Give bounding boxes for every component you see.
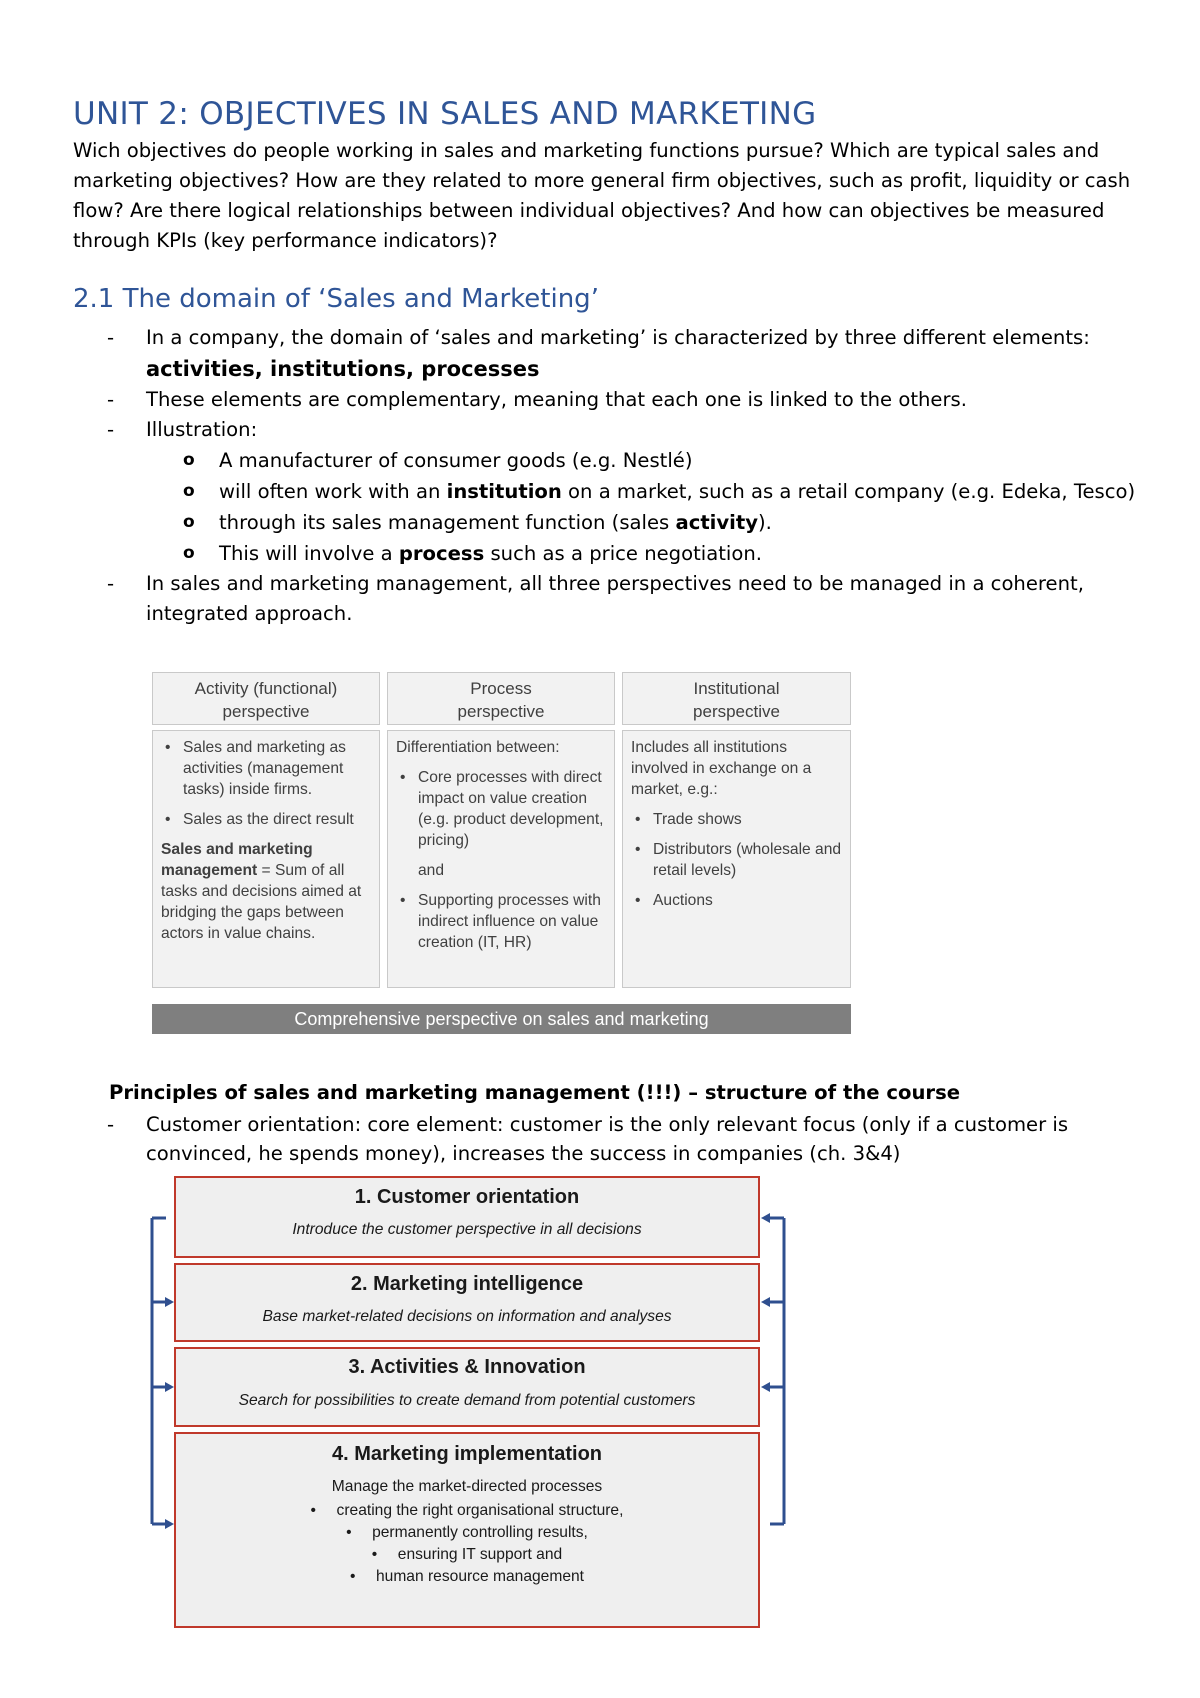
principle-title: 3. Activities & Innovation bbox=[348, 1356, 586, 1378]
elements-strong-text: activities, institutions, processes bbox=[146, 357, 540, 381]
list-item: • Core processes with direct impact on value creation (e.g. product development, pricing) bbox=[396, 767, 608, 851]
arrow-left-icon bbox=[761, 1382, 770, 1392]
sub-bullet: o bbox=[183, 543, 195, 563]
header-line: perspective bbox=[693, 702, 780, 721]
sub-bullet-text: through its sales management function (sales bbox=[219, 511, 676, 534]
arrow-right-icon bbox=[165, 1297, 174, 1307]
principle-description: Introduce the customer perspective in all decisions bbox=[292, 1221, 642, 1238]
bullet-dot: • bbox=[371, 1546, 378, 1563]
process-and: and bbox=[418, 862, 445, 879]
list-item bbox=[176, 1568, 758, 1586]
left-connector bbox=[152, 1218, 174, 1529]
principle-description: Manage the market-directed processes bbox=[331, 1478, 603, 1495]
list-item bbox=[73, 569, 1153, 629]
header-line: perspective bbox=[457, 702, 545, 721]
list-item: • Trade shows bbox=[631, 809, 844, 830]
right-connector bbox=[761, 1213, 784, 1524]
sub-bullet-text: on a market, such as a retail company (e.g. Edeka, Tesco) bbox=[561, 480, 1136, 503]
bullet-text: In a company, the domain of ‘sales and marketing’ is characterized by three different elements: bbox=[146, 326, 1090, 349]
institutional-intro: Includes all institutions involved in exchange on a market, e.g.: bbox=[631, 739, 812, 798]
bullet-text: In sales and marketing management, all three perspectives need to be managed in a coherent, integrated approach. bbox=[146, 572, 1084, 625]
section-heading-2-1: 2.1 The domain of ‘Sales and Marketing’ bbox=[73, 284, 599, 314]
bullet-text: Customer orientation: core element: customer is the only relevant focus (only if a customer is convinced, he spends money), increases the success in companies (ch. 3&4) bbox=[146, 1113, 1069, 1165]
sub-bullet-text: A manufacturer of consumer goods (e.g. Nestlé) bbox=[219, 449, 693, 472]
list-item: • Supporting processes with indirect influence on value creation (IT, HR) bbox=[396, 890, 608, 953]
principle-description: Base market-related decisions on information and analyses bbox=[262, 1308, 672, 1325]
bullet-dot: • bbox=[349, 1568, 356, 1585]
arrow-left-icon bbox=[761, 1297, 770, 1307]
principles-diagram bbox=[148, 1176, 788, 1628]
list-item: • Sales as the direct result bbox=[161, 809, 373, 830]
header-line: Activity (functional) bbox=[194, 679, 338, 698]
bullet-text: Illustration: bbox=[146, 418, 258, 441]
sub-bullet-text: ). bbox=[758, 511, 772, 534]
list-item bbox=[176, 1546, 758, 1564]
principle-title: 4. Marketing implementation bbox=[331, 1443, 603, 1465]
arrow-right-icon bbox=[165, 1382, 174, 1392]
list-item bbox=[176, 1524, 758, 1542]
activity-header bbox=[152, 672, 380, 725]
sub-bullet-text: This will involve a bbox=[219, 542, 399, 565]
list-item bbox=[73, 1110, 1153, 1168]
list-item bbox=[73, 323, 1153, 385]
principle-box-2 bbox=[174, 1263, 760, 1342]
process-header bbox=[387, 672, 615, 725]
activity-body bbox=[152, 730, 380, 988]
header-line: Process bbox=[470, 679, 532, 698]
institution-bold: institution bbox=[446, 480, 562, 503]
bullet-dash: - bbox=[107, 388, 115, 411]
list-item bbox=[73, 415, 1153, 445]
sub-list-item bbox=[73, 445, 1153, 476]
principle-title: 2. Marketing intelligence bbox=[350, 1273, 584, 1295]
institutional-body bbox=[622, 730, 851, 988]
domain-bullet-list bbox=[73, 323, 1153, 629]
institutional-header bbox=[622, 672, 851, 725]
arrow-right-icon bbox=[165, 1519, 174, 1529]
sub-list-item bbox=[73, 476, 1153, 507]
mgmt-bold: Sales and marketing management bbox=[161, 841, 313, 879]
list-item-text: human resource management bbox=[375, 1568, 585, 1585]
principle-description: Search for possibilities to create demand from potential customers bbox=[238, 1392, 696, 1409]
header-line: Institutional bbox=[693, 679, 780, 698]
list-item-text: creating the right organisational structure, bbox=[336, 1502, 624, 1519]
header-line: perspective bbox=[222, 702, 310, 721]
bullet-dot: • bbox=[346, 1524, 352, 1541]
principle-box-3 bbox=[174, 1347, 760, 1427]
principle-box-1 bbox=[174, 1176, 760, 1258]
list-item bbox=[176, 1502, 758, 1520]
mgmt-definition bbox=[161, 839, 373, 944]
principle-title: 1. Customer orientation bbox=[354, 1186, 580, 1208]
list-item: • Sales and marketing as activities (management tasks) inside firms. bbox=[161, 737, 373, 800]
bullet-dash: - bbox=[107, 326, 115, 349]
bullet-dot: • bbox=[310, 1502, 316, 1519]
sub-bullet-text: such as a price negotiation. bbox=[484, 542, 762, 565]
sub-bullet-text: will often work with an bbox=[219, 480, 447, 503]
sub-list-item bbox=[73, 538, 1153, 569]
perspectives-figure bbox=[152, 672, 851, 1034]
intro-paragraph: Wich objectives do people working in sales and marketing functions pursue? Which are typical sales and marketing objectives? How are they related to more general firm objectives, such as profit, liquidity or cash flow? Are there logical relationships between individual objectives? And how can objectives be measured through KPIs (key performance indicators)? bbox=[73, 139, 1131, 252]
comprehensive-perspective-bar: Comprehensive perspective on sales and marketing bbox=[152, 1004, 851, 1034]
list-item: • Distributors (wholesale and retail levels) bbox=[631, 839, 844, 881]
process-intro: Differentiation between: bbox=[396, 739, 560, 756]
bullet-text: These elements are complementary, meaning that each one is linked to the others. bbox=[146, 388, 967, 411]
sub-bullet: o bbox=[183, 512, 195, 532]
bullet-dash: - bbox=[107, 418, 115, 441]
arrow-left-icon bbox=[761, 1213, 770, 1223]
sub-list-item bbox=[73, 507, 1153, 538]
sub-bullet: o bbox=[183, 450, 195, 470]
process-body bbox=[387, 730, 615, 988]
activity-bold: activity bbox=[675, 511, 759, 534]
list-item bbox=[73, 385, 1153, 415]
list-item: • Auctions bbox=[631, 890, 844, 911]
process-bold: process bbox=[398, 542, 485, 565]
sub-bullet: o bbox=[183, 481, 195, 501]
list-item-text: ensuring IT support and bbox=[397, 1546, 563, 1563]
bullet-dash: - bbox=[107, 572, 115, 595]
unit-title: UNIT 2: OBJECTIVES IN SALES AND MARKETING bbox=[73, 96, 817, 132]
principles-heading: Principles of sales and marketing management (!!!) – structure of the course bbox=[109, 1081, 961, 1104]
principle-box-4 bbox=[174, 1432, 760, 1628]
bullet-dash: - bbox=[107, 1113, 115, 1136]
mgmt-rest: = Sum of all tasks and decisions aimed at bridging the gaps between actors in value chains. bbox=[161, 862, 362, 942]
list-item-text: permanently controlling results, bbox=[372, 1524, 588, 1541]
